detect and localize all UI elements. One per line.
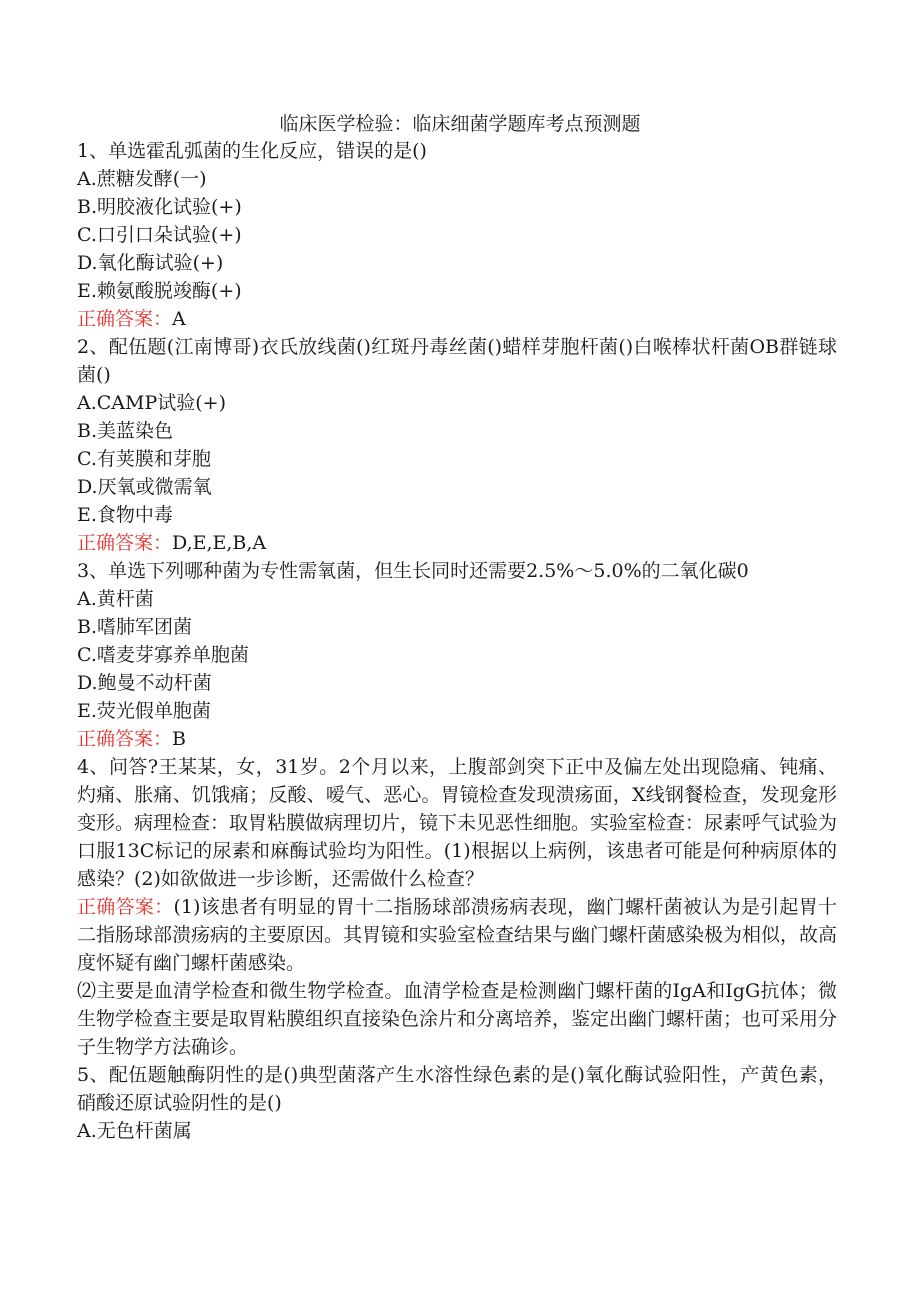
answer-label: 正确答案： — [77, 532, 173, 554]
option-b: B.美蓝染色 — [77, 420, 174, 442]
option-d: D.氧化酶试验(+) — [77, 252, 224, 274]
page-title: 临床医学检验：临床细菌学题库考点预测题 — [279, 113, 641, 135]
option-e: E.食物中毒 — [77, 504, 173, 526]
option-c: C.有荚膜和芽胞 — [77, 448, 211, 470]
option-c: C.口引口朵试验(+) — [77, 224, 242, 246]
question-stem: 2、配伍题(江南博哥)衣氏放线菌()红斑丹毒丝菌()蜡样芽胞杆菌()白喉棒状杆菌OB群链球菌() — [77, 336, 837, 386]
question-stem: 3、单选下列哪种菌为专性需氧菌，但生长同时还需要2.5%～5.0%的二氧化碳0 — [77, 560, 749, 582]
answer-line — [77, 725, 837, 753]
option-a: A.蔗糖发酵(一) — [77, 168, 207, 190]
option-b: B.明胶液化试验(+) — [77, 196, 242, 218]
answer-line — [77, 305, 837, 333]
answer-value: A — [172, 308, 186, 330]
answer-label: 正确答案： — [77, 896, 174, 918]
option-c: C.嗜麦芽寡养单胞菌 — [77, 644, 249, 666]
answer-line — [77, 529, 837, 557]
question-3 — [77, 557, 837, 753]
question-4 — [77, 753, 837, 1061]
question-2 — [77, 333, 837, 557]
option-a: A.黄杆菌 — [77, 588, 154, 610]
answer-label: 正确答案： — [77, 728, 173, 750]
question-5 — [77, 1061, 837, 1145]
option-a: A.CAMP试验(+) — [77, 392, 227, 414]
option-a: A.无色杆菌属 — [77, 1120, 192, 1142]
answer-value: D,E,E,B,A — [172, 532, 267, 554]
question-stem: 4、问答?王某某，女，31岁。2个月以来，上腹部剑突下正中及偏左处出现隐痛、钝痛、灼痛、胀痛、饥饿痛；反酸、嗳气、恶心。胃镜检查发现溃疡面，X线钢餐检查，发现龛形变形。病理检查：取胃粘膜做病理切片，镜下未见恶性细胞。实验室检查：尿素呼气试验为口服13C标记的尿素和麻酶试验均为阳性。(1)根据以上病例，该患者可能是何种病原体的感染？(2)如欲做进一步诊断，还需做什么检查？ — [77, 756, 838, 890]
question-list — [77, 137, 837, 1145]
answer-extra: ⑵主要是血清学检查和微生物学检查。血清学检查是检测幽门螺杆菌的IgA和IgG抗体；微生物学检查主要是取胃粘膜组织直接染色涂片和分离培养，鉴定出幽门螺杆菌；也可采用分子生物学方法确诊。 — [77, 980, 838, 1058]
option-d: D.厌氧或微需氧 — [77, 476, 212, 498]
question-stem: 1、单选霍乱弧菌的生化反应，错误的是() — [77, 140, 427, 162]
question-1 — [77, 137, 837, 333]
answer-line — [77, 893, 837, 977]
answer-value: (1)该患者有明显的胃十二指肠球部溃疡病表现，幽门螺杆菌被认为是引起胃十二指肠球部溃疡病的主要原因。其胃镜和实验室检查结果与幽门螺杆菌感染极为相似，故高度怀疑有幽门螺杆菌感染。 — [77, 896, 838, 974]
option-e: E.荧光假单胞菌 — [77, 700, 211, 722]
answer-label: 正确答案： — [77, 308, 173, 330]
answer-value: B — [172, 728, 186, 750]
question-stem: 5、配伍题触酶阴性的是()典型菌落产生水溶性绿色素的是()氧化酶试验阳性，产黄色素，硝酸还原试验阴性的是() — [77, 1064, 837, 1114]
option-e: E.赖氨酸脱竣酶(+) — [77, 280, 242, 302]
option-b: B.嗜肺军团菌 — [77, 616, 193, 638]
option-d: D.鲍曼不动杆菌 — [77, 672, 212, 694]
